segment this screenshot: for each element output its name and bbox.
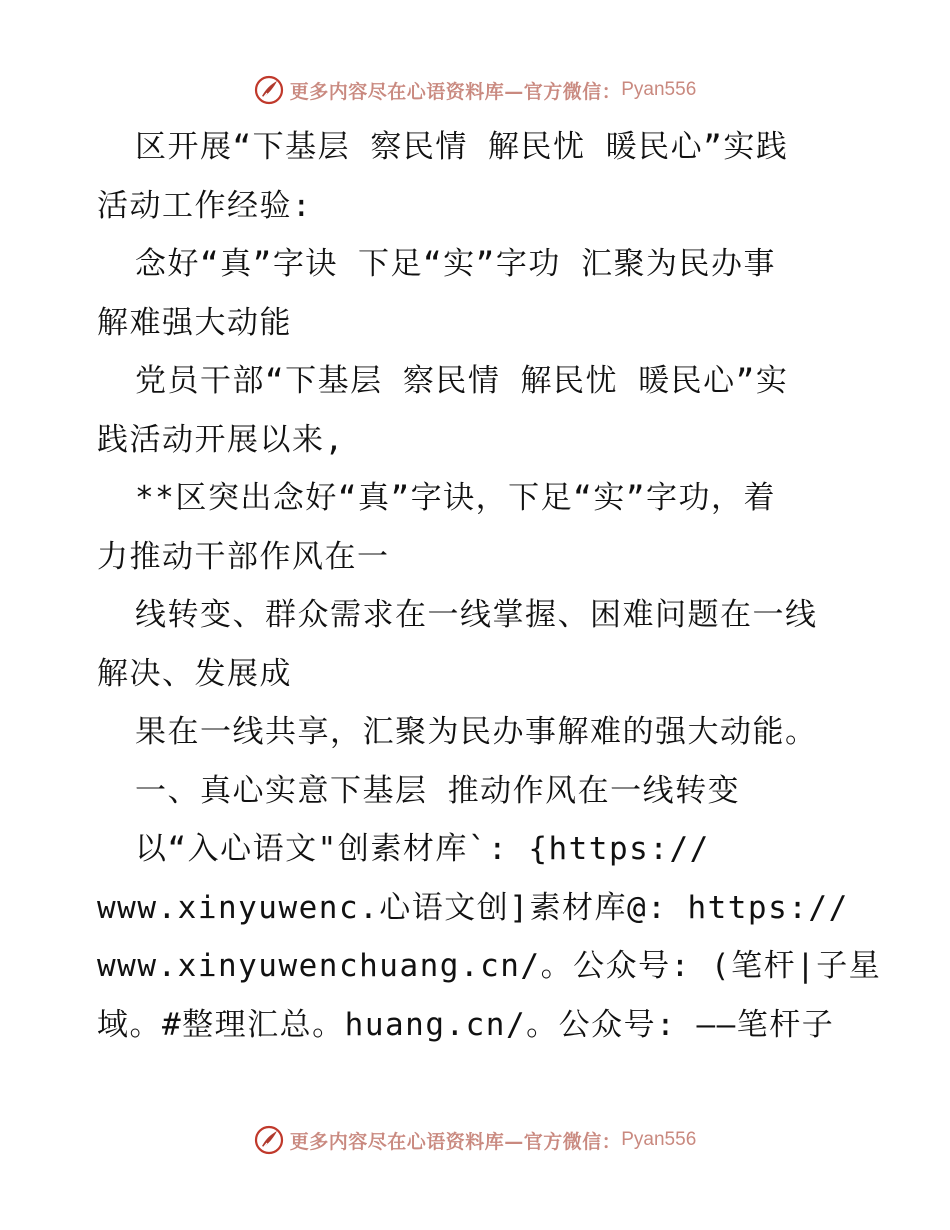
body-line: 践活动开展以来,	[97, 421, 345, 458]
body-line: www.xinyuwenc.心语文创]素材库@: https://	[97, 889, 849, 926]
body-line: 一、真心实意下基层 推动作风在一线转变	[135, 772, 741, 809]
body-line: 活动工作经验:	[97, 187, 313, 224]
body-line: 区开展“下基层 察民情 解民忧 暖民心”实践	[135, 129, 789, 165]
document-body	[97, 118, 882, 1054]
quill-seal-icon	[254, 1125, 284, 1155]
body-line: 以“入心语文"创素材库`: {https://	[135, 831, 710, 867]
footer-banner	[0, 1120, 950, 1160]
header-banner	[0, 70, 950, 110]
body-line: 念好“真”字诀 下足“实”字功 汇聚为民办事	[135, 246, 776, 282]
body-line: 党员干部“下基层 察民情 解民忧 暖民心”实	[135, 363, 789, 399]
body-line: 力推动干部作风在一	[97, 538, 390, 575]
body-line: 解难强大动能	[97, 304, 292, 341]
header-banner-id: Pyan556	[621, 79, 697, 100]
body-line: www.xinyuwenchuang.cn/。公众号: (笔杆|子星	[97, 948, 882, 984]
quill-seal-icon	[254, 75, 284, 105]
footer-banner-text: 更多内容尽在心语资料库—官方微信：	[289, 1130, 622, 1153]
header-banner-text: 更多内容尽在心语资料库—官方微信：	[289, 80, 622, 103]
body-line: **区突出念好“真”字诀，下足“实”字功，着	[135, 480, 776, 516]
body-line: 域。#整理汇总。huang.cn/。公众号: ——笔杆子	[97, 1006, 835, 1043]
body-line: 果在一线共享，汇聚为民办事解难的强大动能。	[135, 714, 818, 750]
footer-banner-id: Pyan556	[621, 1129, 697, 1150]
body-line: 线转变、群众需求在一线掌握、困难问题在一线	[135, 597, 818, 633]
body-line: 解决、发展成	[97, 655, 292, 692]
